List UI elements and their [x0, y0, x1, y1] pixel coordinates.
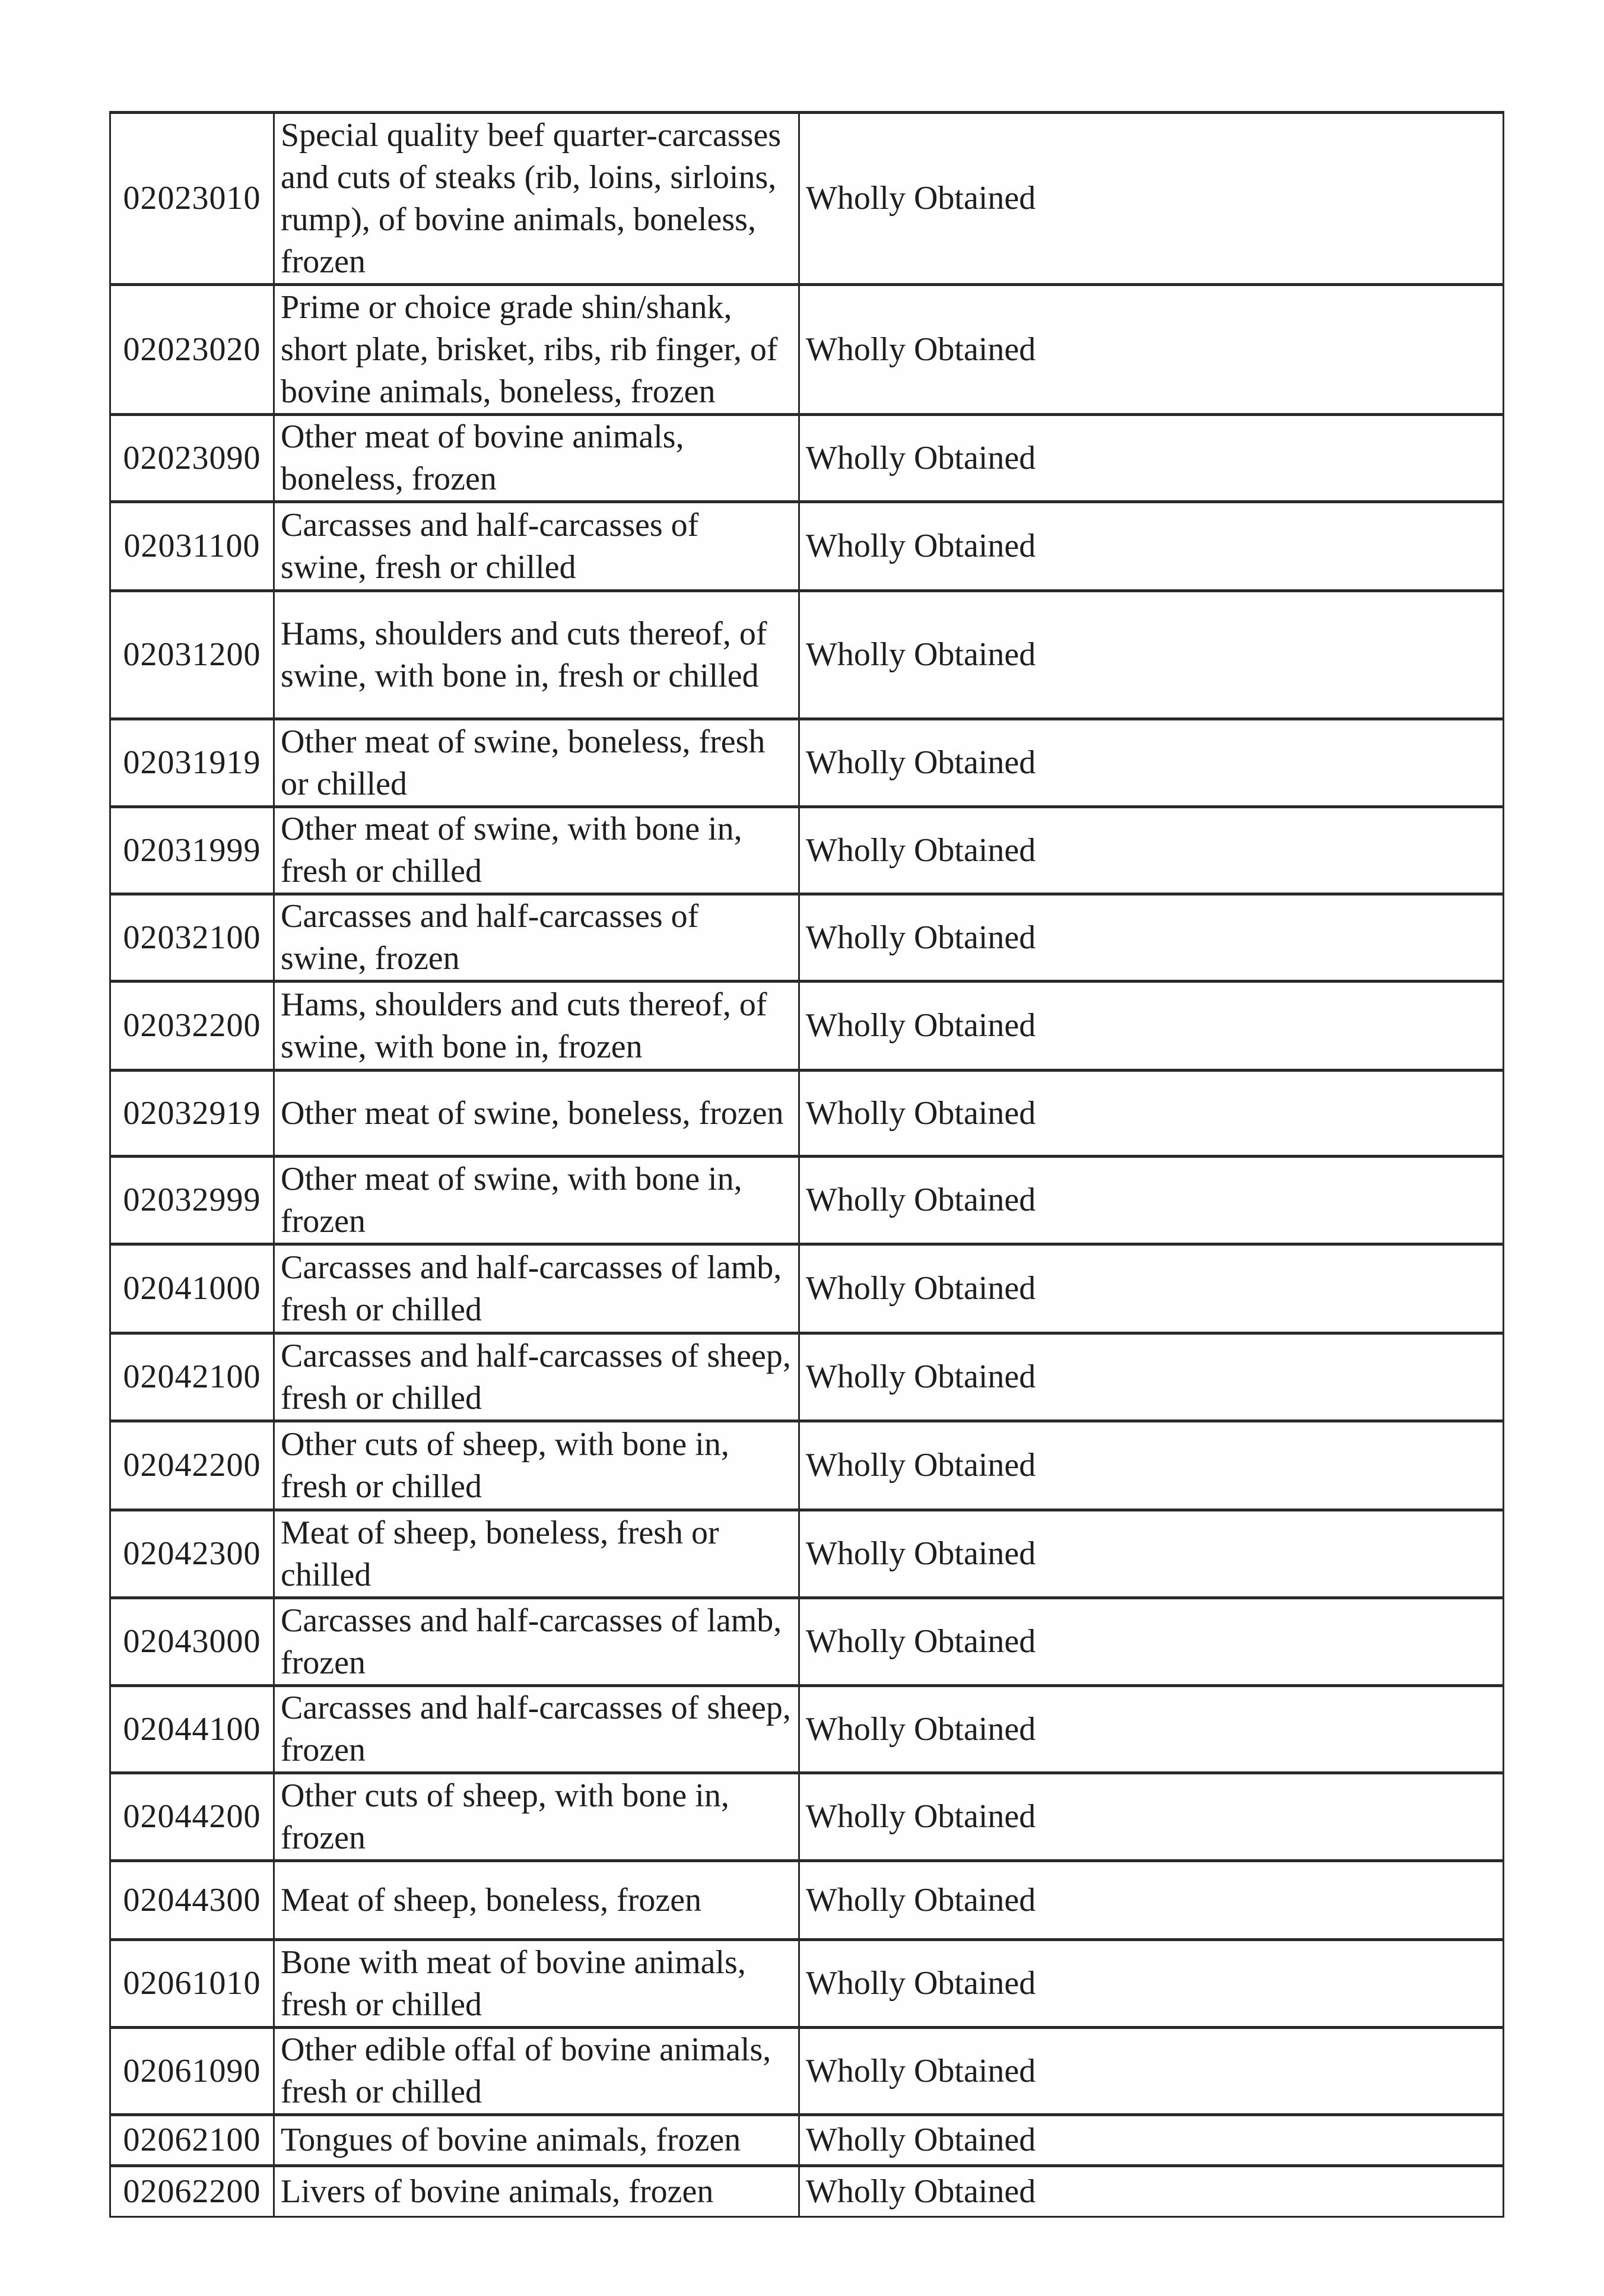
hs-code-cell: 02043000 — [110, 1598, 274, 1686]
hs-code-cell: 02061010 — [110, 1940, 274, 2028]
description-cell: Other meat of swine, with bone in, fresh or chilled — [274, 807, 799, 894]
hs-code-cell: 02062100 — [110, 2115, 274, 2166]
table-row — [110, 285, 1504, 415]
table-row — [110, 1333, 1504, 1421]
hs-code-cell: 02044300 — [110, 1861, 274, 1940]
table-row — [110, 591, 1504, 719]
description-cell: Meat of sheep, boneless, frozen — [274, 1861, 799, 1940]
description-cell: Hams, shoulders and cuts thereof, of swine, with bone in, fresh or chilled — [274, 591, 799, 719]
origin-criterion-cell: Wholly Obtained — [799, 2115, 1504, 2166]
origin-criterion-cell: Wholly Obtained — [799, 1940, 1504, 2028]
table-row — [110, 1940, 1504, 2028]
origin-criterion-cell: Wholly Obtained — [799, 1244, 1504, 1333]
origin-criterion-cell: Wholly Obtained — [799, 2028, 1504, 2115]
table-row — [110, 1861, 1504, 1940]
table-row — [110, 2166, 1504, 2217]
origin-criterion-cell: Wholly Obtained — [799, 982, 1504, 1071]
table-row — [110, 502, 1504, 591]
table-row — [110, 1071, 1504, 1157]
table-row — [110, 1773, 1504, 1861]
origin-criterion-cell: Wholly Obtained — [799, 591, 1504, 719]
description-cell: Other meat of bovine animals, boneless, frozen — [274, 415, 799, 502]
description-cell: Other cuts of sheep, with bone in, fresh or chilled — [274, 1421, 799, 1510]
origin-criterion-cell: Wholly Obtained — [799, 502, 1504, 591]
origin-criterion-cell: Wholly Obtained — [799, 807, 1504, 894]
table-row — [110, 2115, 1504, 2166]
hs-code-cell: 02042200 — [110, 1421, 274, 1510]
table-row — [110, 982, 1504, 1071]
description-cell: Carcasses and half-carcasses of sheep, frozen — [274, 1686, 799, 1773]
origin-criterion-cell: Wholly Obtained — [799, 1421, 1504, 1510]
hs-code-cell: 02031919 — [110, 719, 274, 807]
description-cell: Hams, shoulders and cuts thereof, of swine, with bone in, frozen — [274, 982, 799, 1071]
hs-code-cell: 02061090 — [110, 2028, 274, 2115]
hs-code-cell: 02044100 — [110, 1686, 274, 1773]
origin-criterion-cell: Wholly Obtained — [799, 2166, 1504, 2217]
description-cell: Carcasses and half-carcasses of sheep, fresh or chilled — [274, 1333, 799, 1421]
description-cell: Other meat of swine, boneless, frozen — [274, 1071, 799, 1157]
hs-code-cell: 02042300 — [110, 1510, 274, 1598]
hs-code-cell: 02042100 — [110, 1333, 274, 1421]
origin-criterion-cell: Wholly Obtained — [799, 894, 1504, 982]
description-cell: Carcasses and half-carcasses of lamb, frozen — [274, 1598, 799, 1686]
table-row — [110, 1686, 1504, 1773]
hs-code-cell: 02044200 — [110, 1773, 274, 1861]
origin-criterion-cell: Wholly Obtained — [799, 415, 1504, 502]
table-row — [110, 113, 1504, 285]
origin-criterion-cell: Wholly Obtained — [799, 719, 1504, 807]
origin-criterion-cell: Wholly Obtained — [799, 113, 1504, 285]
origin-criterion-cell: Wholly Obtained — [799, 1686, 1504, 1773]
description-cell: Carcasses and half-carcasses of lamb, fresh or chilled — [274, 1244, 799, 1333]
hs-code-cell: 02023020 — [110, 285, 274, 415]
hs-code-cell: 02023090 — [110, 415, 274, 502]
hs-code-cell: 02031999 — [110, 807, 274, 894]
table-row — [110, 1510, 1504, 1598]
description-cell: Other edible offal of bovine animals, fresh or chilled — [274, 2028, 799, 2115]
table-row — [110, 1421, 1504, 1510]
description-cell: Livers of bovine animals, frozen — [274, 2166, 799, 2217]
description-cell: Bone with meat of bovine animals, fresh or chilled — [274, 1940, 799, 2028]
hs-code-cell: 02062200 — [110, 2166, 274, 2217]
description-cell: Meat of sheep, boneless, fresh or chilled — [274, 1510, 799, 1598]
origin-criterion-cell: Wholly Obtained — [799, 1861, 1504, 1940]
tariff-origin-table — [109, 111, 1504, 2218]
origin-criterion-cell: Wholly Obtained — [799, 1510, 1504, 1598]
hs-code-cell: 02032100 — [110, 894, 274, 982]
table-row — [110, 1598, 1504, 1686]
description-cell: Carcasses and half-carcasses of swine, frozen — [274, 894, 799, 982]
description-cell: Other cuts of sheep, with bone in, frozen — [274, 1773, 799, 1861]
table-row — [110, 415, 1504, 502]
hs-code-cell: 02032919 — [110, 1071, 274, 1157]
origin-criterion-cell: Wholly Obtained — [799, 1598, 1504, 1686]
description-cell: Other meat of swine, boneless, fresh or chilled — [274, 719, 799, 807]
description-cell: Prime or choice grade shin/shank, short plate, brisket, ribs, rib finger, of bovine animals, boneless, frozen — [274, 285, 799, 415]
origin-criterion-cell: Wholly Obtained — [799, 1071, 1504, 1157]
description-cell: Special quality beef quarter-carcasses and cuts of steaks (rib, loins, sirloins, rump), of bovine animals, boneless, frozen — [274, 113, 799, 285]
table-row — [110, 719, 1504, 807]
origin-criterion-cell: Wholly Obtained — [799, 285, 1504, 415]
origin-criterion-cell: Wholly Obtained — [799, 1157, 1504, 1244]
hs-code-cell: 02032200 — [110, 982, 274, 1071]
table-row — [110, 1157, 1504, 1244]
table-row — [110, 894, 1504, 982]
hs-code-cell: 02032999 — [110, 1157, 274, 1244]
table-row — [110, 807, 1504, 894]
hs-code-cell: 02031100 — [110, 502, 274, 591]
hs-code-cell: 02031200 — [110, 591, 274, 719]
table-row — [110, 2028, 1504, 2115]
description-cell: Other meat of swine, with bone in, frozen — [274, 1157, 799, 1244]
description-cell: Tongues of bovine animals, frozen — [274, 2115, 799, 2166]
origin-criterion-cell: Wholly Obtained — [799, 1333, 1504, 1421]
description-cell: Carcasses and half-carcasses of swine, fresh or chilled — [274, 502, 799, 591]
table-row — [110, 1244, 1504, 1333]
hs-code-cell: 02023010 — [110, 113, 274, 285]
origin-criterion-cell: Wholly Obtained — [799, 1773, 1504, 1861]
hs-code-cell: 02041000 — [110, 1244, 274, 1333]
